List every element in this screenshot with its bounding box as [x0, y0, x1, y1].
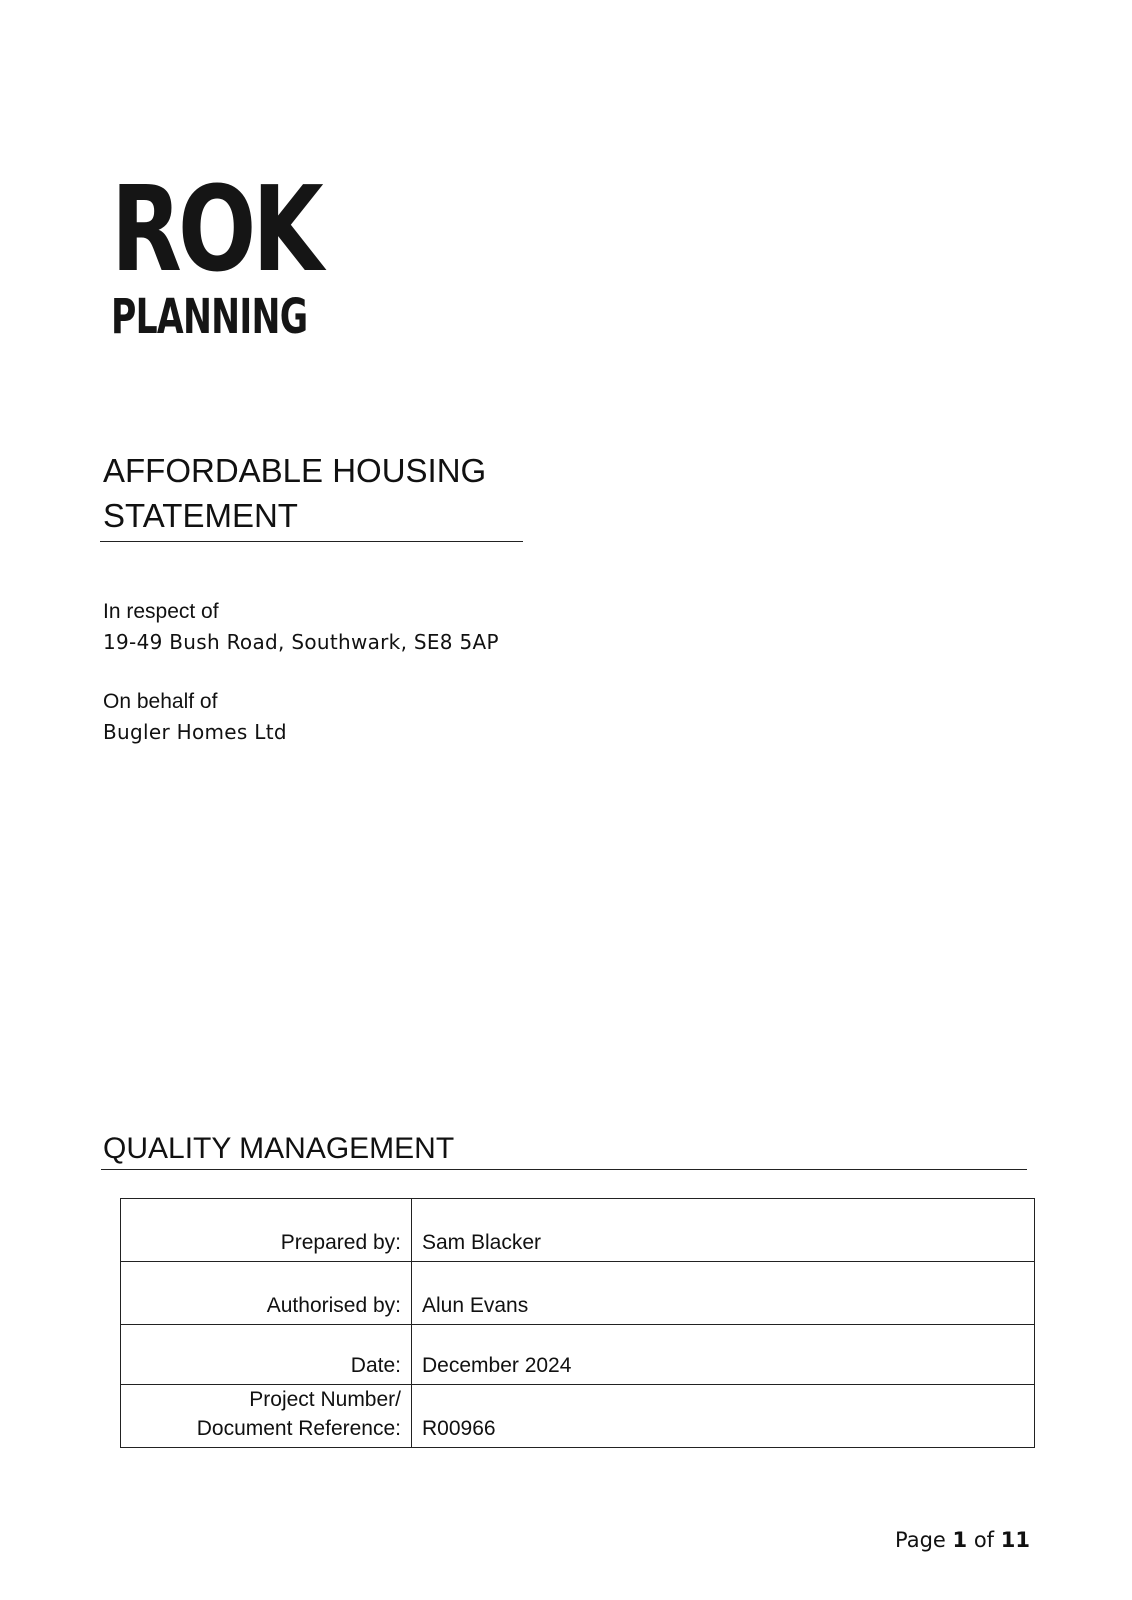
- page-word: Page: [894, 1528, 946, 1552]
- quality-management-table: [120, 1198, 1035, 1448]
- site-address: 19-49 Bush Road, Southwark, SE8 5AP: [103, 630, 499, 654]
- project-number-label: Project Number/: [249, 1388, 401, 1411]
- quality-management-underline: [101, 1169, 1027, 1170]
- logo-wordmark-planning: PLANNING: [111, 289, 308, 345]
- date-value: December 2024: [412, 1325, 1035, 1385]
- of-word: of: [973, 1528, 995, 1552]
- table-row: [121, 1262, 1035, 1325]
- table-row: [121, 1199, 1035, 1262]
- prepared-by-value: Sam Blacker: [412, 1199, 1035, 1262]
- document-title-line2: STATEMENT: [103, 497, 298, 534]
- document-reference-label: Document Reference:: [196, 1417, 401, 1440]
- table-row: [121, 1385, 1035, 1448]
- title-underline: [100, 541, 523, 542]
- table-row: [121, 1325, 1035, 1385]
- page-number: [895, 1526, 1030, 1554]
- respect-label: In respect of: [103, 600, 219, 623]
- authorised-by-label: Authorised by:: [121, 1262, 412, 1325]
- project-reference-label: [121, 1385, 412, 1448]
- date-label: Date:: [121, 1325, 412, 1385]
- quality-management-heading: QUALITY MANAGEMENT: [103, 1132, 455, 1165]
- rok-planning-logo: [111, 160, 341, 345]
- project-reference-value: R00966: [412, 1385, 1035, 1448]
- prepared-by-label: Prepared by:: [121, 1199, 412, 1262]
- behalf-label: On behalf of: [103, 690, 218, 713]
- page-current: 1: [952, 1528, 968, 1552]
- document-title: [103, 448, 523, 538]
- authorised-by-value: Alun Evans: [412, 1262, 1035, 1325]
- logo-wordmark-rok: ROK: [111, 160, 320, 298]
- respect-block: [103, 597, 499, 657]
- behalf-block: [103, 687, 287, 747]
- document-title-line1: AFFORDABLE HOUSING: [103, 452, 487, 489]
- client-name: Bugler Homes Ltd: [103, 720, 287, 744]
- page-total: 11: [1000, 1528, 1030, 1552]
